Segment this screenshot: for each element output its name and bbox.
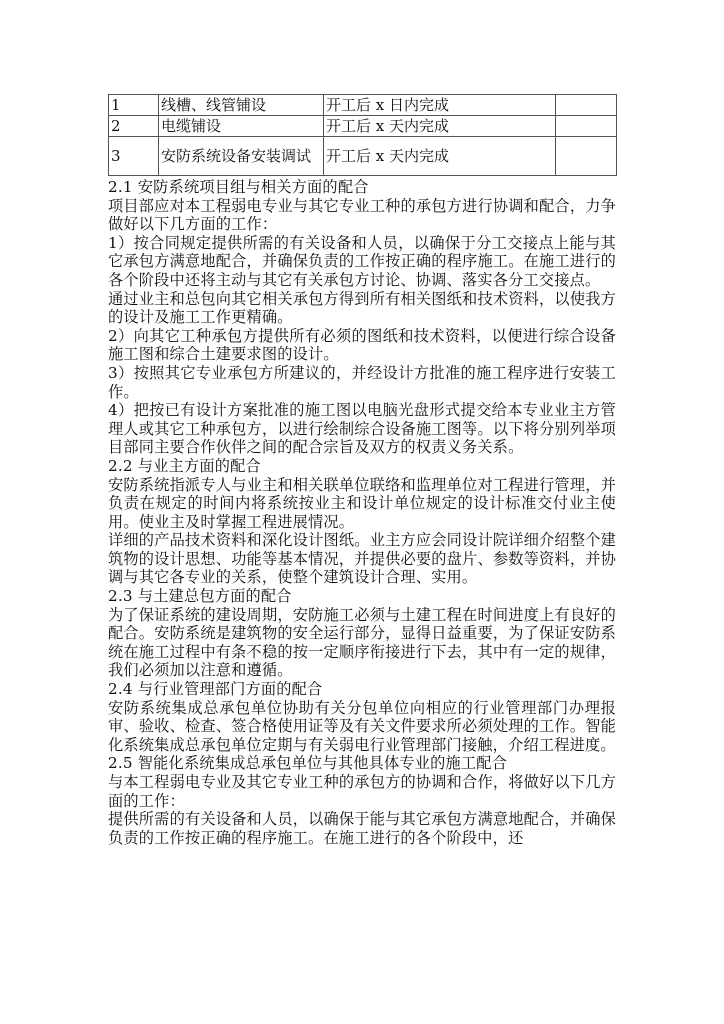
- task-item: 安防系统设备安装调试: [159, 137, 324, 176]
- paragraph: 提供所需的有关设备和人员，以确保于能与其它承包方满意地配合，并确保负责的工作按正确的程序施工。在施工进行的各个阶段中，还: [108, 810, 616, 847]
- section-heading: 2.3 与土建总包方面的配合: [108, 587, 292, 606]
- section-heading: 2.5 智能化系统集成总承包单位与其他具体专业的施工配合: [108, 754, 508, 773]
- task-note: [556, 95, 617, 116]
- paragraph: 通过业主和总包向其它相关承包方得到所有相关图纸和技术资料，以使我方的设计及施工工作更精确。: [108, 289, 616, 327]
- row-number: 3: [109, 137, 159, 176]
- section-heading: 2.4 与行业管理部门方面的配合: [108, 680, 323, 699]
- schedule-table: [108, 94, 617, 176]
- paragraph: 1）按合同规定提供所需的有关设备和人员，以确保于分工交接点上能与其它承包方满意地配合，并确保负责的工作按正确的程序施工。在施工进行的各个阶段中还将主动与其它有关承包方讨论、协调、落实各分工交接点。: [108, 233, 616, 289]
- table-row: [109, 137, 617, 176]
- task-deadline: 开工后 x 日内完成: [324, 95, 556, 116]
- paragraph: 与本工程弱电专业及其它专业工种的承包方的协调和合作，将做好以下几方面的工作：: [108, 773, 616, 810]
- paragraph: 项目部应对本工程弱电专业与其它专业工种的承包方进行协调和配合，力争做好以下几方面的工作：: [108, 196, 616, 234]
- document-page: [108, 94, 616, 847]
- paragraph: 2）向其它工种承包方提供所有必须的图纸和技术资料，以便进行综合设备施工图和综合土建要求图的设计。: [108, 326, 616, 364]
- paragraph: 4）把按已有设计方案批准的施工图以电脑光盘形式提交给本专业业主方管理人或其它工种承包方，以进行绘制综合设备施工图等。以下将分别列举项目部同主要合作伙伴之间的配合宗旨及双方的权责义务关系。: [108, 401, 616, 457]
- task-item: 电缆铺设: [159, 116, 324, 137]
- paragraph: 安防系统指派专人与业主和相关联单位联络和监理单位对工程进行管理，并负责在规定的时间内将系统按业主和设计单位规定的设计标准交付业主使用。使业主及时掌握工程进展情况。: [108, 475, 616, 531]
- section-heading: 2.2 与业主方面的配合: [108, 456, 261, 475]
- paragraph: 为了保证系统的建设周期，安防施工必须与土建工程在时间进度上有良好的配合。安防系统是建筑物的安全运行部分，显得日益重要，为了保证安防系统在施工过程中有条不稳的按一定顺序衔接进行下去，其中有一定的规律，我们必须加以注意和遵循。: [108, 605, 616, 680]
- paragraph: 3）按照其它专业承包方所建议的，并经设计方批准的施工程序进行安装工作。: [108, 363, 616, 401]
- task-note: [556, 137, 617, 176]
- task-deadline: 开工后 x 天内完成: [324, 137, 556, 176]
- task-deadline: 开工后 x 天内完成: [324, 116, 556, 137]
- task-note: [556, 116, 617, 137]
- section-heading: 2.1 安防系统项目组与相关方面的配合: [108, 178, 369, 196]
- task-item: 线槽、线管铺设: [159, 95, 324, 116]
- document-body: [108, 178, 616, 847]
- row-number: 2: [109, 116, 159, 137]
- table-row: [109, 116, 617, 137]
- row-number: 1: [109, 95, 159, 116]
- paragraph: 安防系统集成总承包单位协助有关分包单位向相应的行业管理部门办理报审、验收、检查、签合格使用证等及有关文件要求所必须处理的工作。智能化系统集成总承包单位定期与有关弱电行业管理部门接触，介绍工程进度。: [108, 698, 616, 754]
- table-row: [109, 95, 617, 116]
- paragraph: 详细的产品技术资料和深化设计图纸。业主方应会同设计院详细介绍整个建筑物的设计思想、功能等基本情况，并提供必要的盘片、参数等资料，并协调与其它各专业的关系，使整个建筑设计合理、实用。: [108, 531, 616, 587]
